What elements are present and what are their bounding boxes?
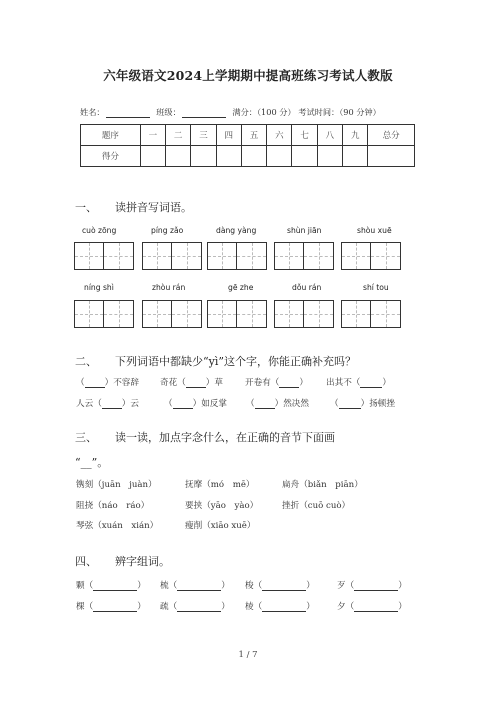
score-header-cell: 五 — [241, 125, 266, 146]
answer-blank[interactable] — [279, 378, 299, 388]
score-cell[interactable] — [241, 146, 266, 167]
answer-blank[interactable] — [102, 399, 122, 409]
writing-grid[interactable] — [207, 300, 267, 328]
pinyin-choice[interactable]: 要挟（yāo yào） — [185, 501, 259, 511]
score-header-cell: 九 — [343, 125, 368, 146]
pinyin-choice[interactable]: 阻挠（náo ráo） — [76, 501, 150, 511]
score-header-row — [81, 125, 415, 146]
fill-item: 人云（ ）云 — [76, 399, 139, 409]
word-item: 棵（ ） — [76, 602, 146, 612]
fill-item: （ ）扬顿挫 — [330, 399, 395, 409]
pinyin-choice[interactable]: 挫折（cuō cuò） — [282, 501, 351, 511]
pinyin-choice[interactable]: 镌刻（juān juàn） — [76, 480, 157, 490]
answer-blank[interactable] — [186, 378, 206, 388]
pinyin-choice[interactable]: 扁舟（biǎn piān） — [282, 480, 363, 490]
pinyin-choice[interactable]: 瘦削（xiāo xuē） — [185, 521, 256, 531]
pinyin-label: shòu xuē — [357, 226, 392, 235]
pinyin-label: cuò zōng — [82, 226, 117, 235]
word-item: 歹（ ） — [337, 581, 407, 591]
score-header-cell: 总分 — [368, 125, 415, 146]
fill-item: （ ）不容辞 — [76, 378, 139, 388]
answer-blank[interactable] — [93, 581, 137, 591]
writing-grid[interactable] — [142, 242, 202, 270]
pinyin-choice[interactable]: 抚摩（mó mē） — [185, 480, 255, 490]
section-3-heading-cont: “__”。 — [75, 456, 109, 469]
pinyin-label: píng zǎo — [151, 226, 184, 235]
score-header-cell: 一 — [140, 125, 165, 146]
name-label: 姓名： — [80, 107, 105, 117]
word-item: 颗（ ） — [76, 581, 146, 591]
score-cell[interactable] — [166, 146, 191, 167]
score-cell[interactable] — [191, 146, 216, 167]
writing-grid[interactable] — [142, 300, 202, 328]
pinyin-label: níng shì — [84, 283, 114, 292]
answer-blank[interactable] — [339, 399, 361, 409]
answer-blank[interactable] — [255, 399, 275, 409]
answer-blank[interactable] — [93, 602, 137, 612]
score-header-cell: 二 — [166, 125, 191, 146]
exam-time: 考试时间：（90 分钟） — [298, 107, 381, 117]
name-blank[interactable] — [106, 108, 150, 118]
fill-item: （ ）如反掌 — [164, 399, 227, 409]
word-item: 梳（ ） — [160, 581, 230, 591]
pinyin-label: shí tou — [363, 283, 389, 292]
word-item: 梭（ ） — [245, 581, 315, 591]
score-row — [81, 146, 415, 167]
score-table — [80, 124, 415, 167]
class-label: 班级： — [156, 107, 181, 117]
answer-blank[interactable] — [360, 378, 382, 388]
fill-item: 出其不（ ） — [326, 378, 391, 388]
score-row-label: 得分 — [81, 146, 141, 167]
score-cell[interactable] — [140, 146, 165, 167]
score-cell[interactable] — [292, 146, 317, 167]
section-4-heading: 四、 辨字组词。 — [75, 555, 170, 568]
section-2-heading: 二、 下列词语中都缺少“yì”这个字，你能正确补充吗？ — [75, 355, 356, 368]
score-cell[interactable] — [267, 146, 292, 167]
score-cell[interactable] — [216, 146, 241, 167]
writing-grid[interactable] — [341, 300, 401, 328]
writing-grid[interactable] — [74, 300, 134, 328]
fill-item: 开卷有（ ） — [245, 378, 308, 388]
writing-grid[interactable] — [274, 300, 334, 328]
score-header-cell: 题序 — [81, 125, 141, 146]
section-1-heading: 一、 读拼音写词语。 — [75, 201, 192, 214]
score-header-cell: 八 — [317, 125, 342, 146]
pinyin-label: dǒu rán — [292, 283, 322, 292]
pinyin-label: shùn jiān — [287, 226, 322, 235]
writing-grid[interactable] — [207, 242, 267, 270]
answer-blank[interactable] — [262, 602, 306, 612]
word-item: 夕（ ） — [337, 602, 407, 612]
answer-blank[interactable] — [354, 602, 398, 612]
score-header-cell: 三 — [191, 125, 216, 146]
answer-blank[interactable] — [262, 581, 306, 591]
score-header-cell: 六 — [267, 125, 292, 146]
word-item: 疏（ ） — [160, 602, 230, 612]
score-cell[interactable] — [368, 146, 415, 167]
score-header-cell: 四 — [216, 125, 241, 146]
page-title: 六年级语文2024上学期期中提高班练习考试人教版 — [103, 68, 393, 83]
writing-grid[interactable] — [341, 242, 401, 270]
pinyin-choice[interactable]: 琴弦（xuán xián） — [76, 521, 159, 531]
page-number: 1 / 7 — [238, 650, 258, 660]
score-cell[interactable] — [343, 146, 368, 167]
writing-grid[interactable] — [74, 242, 134, 270]
answer-blank[interactable] — [173, 399, 193, 409]
answer-blank[interactable] — [177, 581, 221, 591]
answer-blank[interactable] — [354, 581, 398, 591]
full-score: 满分：（100 分） — [232, 107, 296, 117]
student-info — [80, 107, 381, 118]
pinyin-label: zhòu rán — [152, 283, 186, 292]
pinyin-label: dàng yàng — [216, 226, 257, 235]
score-header-cell: 七 — [292, 125, 317, 146]
score-cell[interactable] — [317, 146, 342, 167]
fill-item: （ ）然决然 — [246, 399, 309, 409]
section-3-heading: 三、 读一读，加点字念什么，在正确的音节下面画 — [75, 431, 335, 444]
fill-item: 奇花（ ）草 — [160, 378, 223, 388]
writing-grid[interactable] — [274, 242, 334, 270]
answer-blank[interactable] — [177, 602, 221, 612]
word-item: 棱（ ） — [245, 602, 315, 612]
pinyin-label: gē zhe — [228, 283, 254, 292]
answer-blank[interactable] — [85, 378, 105, 388]
class-blank[interactable] — [182, 108, 226, 118]
